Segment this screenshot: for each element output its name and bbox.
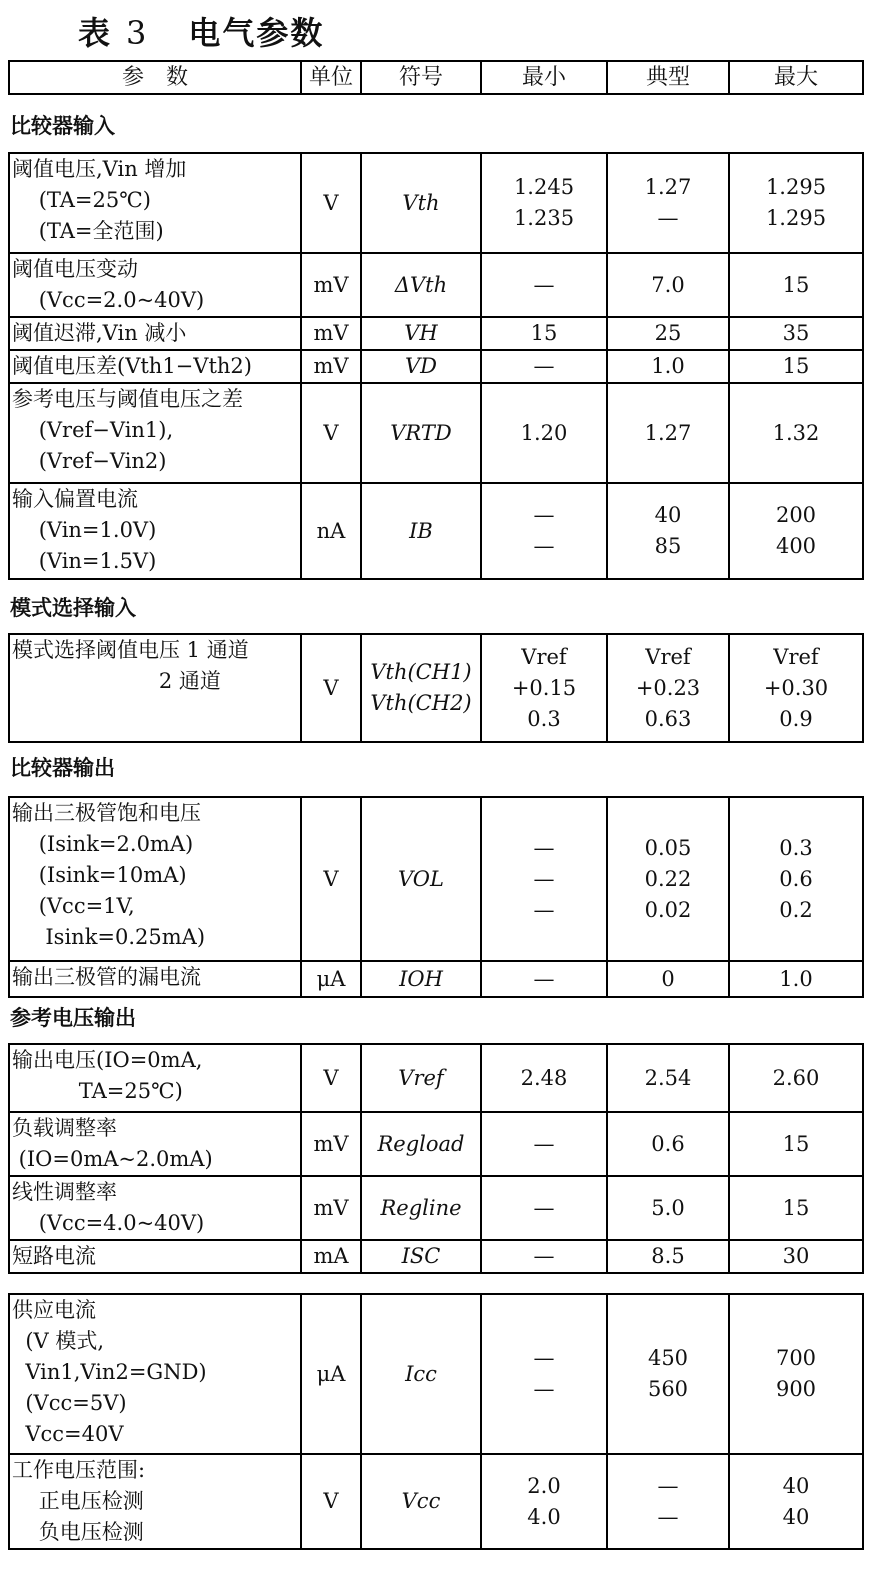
typ-value: 1.0 bbox=[651, 354, 685, 378]
table-row bbox=[9, 1294, 863, 1454]
table-row bbox=[9, 797, 863, 961]
symbol-line: IOH bbox=[399, 966, 443, 991]
header-row bbox=[9, 61, 863, 94]
symbol-line: Vth bbox=[402, 190, 440, 215]
param-cell bbox=[9, 1176, 301, 1240]
min-cell bbox=[481, 1294, 607, 1454]
unit-cell: V bbox=[301, 383, 361, 483]
section-label: 比较器输入 bbox=[10, 114, 115, 138]
param-line: 供应电流 bbox=[12, 1298, 96, 1322]
min-value: — bbox=[533, 835, 555, 860]
table-row bbox=[9, 383, 863, 483]
min-value: — bbox=[533, 1346, 555, 1370]
max-cell bbox=[729, 317, 863, 350]
typ-value: 0.6 bbox=[651, 1131, 685, 1156]
table-row bbox=[9, 1044, 863, 1112]
section-table bbox=[8, 796, 864, 998]
max-value: 700 bbox=[775, 1346, 817, 1370]
header-table bbox=[8, 60, 864, 95]
min-value: — bbox=[533, 1195, 555, 1220]
param-line: 工作电压范围: bbox=[12, 1458, 146, 1482]
param-line: (Vref−Vin2) bbox=[12, 449, 167, 473]
table-row bbox=[9, 253, 863, 317]
symbol-line: IB bbox=[409, 518, 433, 543]
symbol-line: VOL bbox=[398, 866, 444, 891]
typ-cell bbox=[607, 317, 729, 350]
min-cell bbox=[481, 317, 607, 350]
unit-cell: μA bbox=[301, 961, 361, 997]
max-value: 30 bbox=[782, 1244, 810, 1268]
param-cell bbox=[9, 634, 301, 742]
typ-value: 0 bbox=[661, 966, 675, 991]
typ-value: 0.63 bbox=[644, 706, 692, 731]
typ-value: 0.05 bbox=[644, 835, 692, 860]
max-value: 15 bbox=[782, 1195, 810, 1220]
max-cell bbox=[729, 1044, 863, 1112]
table-row bbox=[9, 1454, 863, 1549]
max-value: 0.2 bbox=[779, 897, 813, 922]
unit-cell: mV bbox=[301, 1176, 361, 1240]
unit-cell: V bbox=[301, 153, 361, 253]
unit-cell: V bbox=[301, 1044, 361, 1112]
typ-cell bbox=[607, 797, 729, 961]
min-value: 2.0 bbox=[527, 1473, 561, 1498]
typ-value: 0.02 bbox=[644, 897, 692, 922]
max-cell bbox=[729, 153, 863, 253]
max-value: 15 bbox=[782, 272, 810, 297]
min-cell bbox=[481, 1044, 607, 1112]
max-value: 400 bbox=[775, 534, 817, 558]
param-line: (TA=25℃) bbox=[12, 188, 151, 212]
typ-cell bbox=[607, 350, 729, 383]
symbol-cell bbox=[361, 153, 481, 253]
symbol-cell bbox=[361, 1176, 481, 1240]
param-line: 负电压检测 bbox=[12, 1520, 144, 1544]
min-cell bbox=[481, 1454, 607, 1549]
param-line: 线性调整率 bbox=[12, 1180, 117, 1204]
symbol-cell bbox=[361, 1044, 481, 1112]
param-line: 短路电流 bbox=[12, 1244, 96, 1268]
typ-cell bbox=[607, 253, 729, 317]
typ-value: — bbox=[657, 206, 679, 230]
max-cell bbox=[729, 383, 863, 483]
max-cell bbox=[729, 483, 863, 579]
max-cell bbox=[729, 1294, 863, 1454]
section-label: 参考电压输出 bbox=[10, 1006, 136, 1030]
min-value: 4.0 bbox=[527, 1504, 561, 1529]
max-value: 15 bbox=[782, 1131, 810, 1156]
max-value: 1.295 bbox=[765, 175, 827, 199]
min-value: — bbox=[533, 1244, 555, 1268]
symbol-line: Vth(CH1) bbox=[370, 660, 472, 684]
min-cell bbox=[481, 483, 607, 579]
typ-cell bbox=[607, 961, 729, 997]
typ-cell bbox=[607, 483, 729, 579]
symbol-cell bbox=[361, 634, 481, 742]
section-label: 模式选择输入 bbox=[10, 596, 136, 620]
table-number: 3 bbox=[126, 14, 149, 52]
param-line: 阈值迟滞,Vin 减小 bbox=[12, 321, 187, 345]
param-line: (IO=0mA~2.0mA) bbox=[12, 1147, 213, 1171]
param-line: 阈值电压变动 bbox=[12, 257, 138, 281]
unit-cell: V bbox=[301, 797, 361, 961]
typ-value: 1.27 bbox=[644, 420, 692, 445]
unit-cell: mV bbox=[301, 350, 361, 383]
symbol-cell bbox=[361, 383, 481, 483]
min-value: — bbox=[533, 866, 555, 891]
typ-cell bbox=[607, 1294, 729, 1454]
min-cell bbox=[481, 350, 607, 383]
param-line: 输入偏置电流 bbox=[12, 487, 138, 511]
max-cell bbox=[729, 1112, 863, 1176]
symbol-cell bbox=[361, 1240, 481, 1273]
symbol-cell bbox=[361, 253, 481, 317]
table-row bbox=[9, 634, 863, 742]
min-value: — bbox=[533, 966, 555, 991]
typ-value: 25 bbox=[654, 321, 682, 345]
param-line: Vcc=40V bbox=[12, 1422, 124, 1446]
typ-value: 40 bbox=[654, 503, 682, 527]
max-cell bbox=[729, 1454, 863, 1549]
param-line: 输出三极管饱和电压 bbox=[12, 801, 201, 825]
max-cell bbox=[729, 961, 863, 997]
param-line: (Vcc=1V, bbox=[12, 894, 135, 918]
section-table bbox=[8, 1043, 864, 1274]
param-line: (Isink=2.0mA) bbox=[12, 832, 194, 856]
symbol-line: ΔVth bbox=[394, 272, 448, 297]
param-cell bbox=[9, 1454, 301, 1549]
param-line: Isink=0.25mA) bbox=[12, 925, 206, 949]
max-cell bbox=[729, 1176, 863, 1240]
symbol-cell bbox=[361, 1294, 481, 1454]
symbol-cell bbox=[361, 797, 481, 961]
symbol-cell bbox=[361, 483, 481, 579]
param-line: (Vin=1.5V) bbox=[12, 549, 157, 573]
unit-cell: V bbox=[301, 1454, 361, 1549]
param-line: (Vcc=4.0~40V) bbox=[12, 1211, 205, 1235]
symbol-line: Vref bbox=[398, 1065, 444, 1090]
max-value: 200 bbox=[775, 503, 817, 527]
param-line: (V 模式, bbox=[12, 1329, 105, 1353]
unit-cell: mV bbox=[301, 253, 361, 317]
min-value: 1.20 bbox=[520, 420, 568, 445]
symbol-line: ISC bbox=[401, 1244, 441, 1268]
table-row bbox=[9, 483, 863, 579]
min-value: — bbox=[533, 503, 555, 527]
max-value: 35 bbox=[782, 321, 810, 345]
typ-cell bbox=[607, 1454, 729, 1549]
param-line: Vin1,Vin2=GND) bbox=[12, 1360, 207, 1384]
symbol-cell bbox=[361, 1112, 481, 1176]
min-value: — bbox=[533, 1377, 555, 1401]
param-line: (Vcc=5V) bbox=[12, 1391, 127, 1415]
typ-cell bbox=[607, 1240, 729, 1273]
param-line: 阈值电压差(Vth1−Vth2) bbox=[12, 354, 252, 378]
param-line: 输出电压(IO=0mA, bbox=[12, 1048, 203, 1072]
typ-value: — bbox=[657, 1504, 679, 1529]
max-value: 900 bbox=[775, 1377, 817, 1401]
param-line: TA=25℃) bbox=[12, 1079, 183, 1103]
min-cell bbox=[481, 383, 607, 483]
param-cell bbox=[9, 797, 301, 961]
max-value: 0.6 bbox=[779, 866, 813, 891]
min-value: 0.3 bbox=[527, 706, 561, 731]
param-cell bbox=[9, 317, 301, 350]
max-value: Vref bbox=[773, 644, 819, 669]
column-header: 单位 bbox=[301, 61, 361, 94]
symbol-line: Icc bbox=[405, 1361, 437, 1386]
symbol-cell bbox=[361, 317, 481, 350]
column-header: 参 数 bbox=[9, 61, 301, 94]
max-value: 40 bbox=[782, 1504, 810, 1529]
param-line: 模式选择阈值电压 1 通道 bbox=[12, 638, 249, 662]
table-row bbox=[9, 153, 863, 253]
max-value: 0.3 bbox=[779, 835, 813, 860]
table-title-text: 电气参数 bbox=[188, 14, 325, 52]
symbol-cell bbox=[361, 1454, 481, 1549]
max-value: +0.30 bbox=[763, 675, 829, 700]
max-cell bbox=[729, 1240, 863, 1273]
unit-cell: mV bbox=[301, 317, 361, 350]
unit-cell: μA bbox=[301, 1294, 361, 1454]
min-value: +0.15 bbox=[511, 675, 577, 700]
param-line: 参考电压与阈值电压之差 bbox=[12, 387, 243, 411]
param-cell bbox=[9, 1044, 301, 1112]
symbol-line: Vcc bbox=[401, 1489, 441, 1513]
min-value: — bbox=[533, 1131, 555, 1156]
param-cell bbox=[9, 153, 301, 253]
unit-cell: mA bbox=[301, 1240, 361, 1273]
typ-value: 0.22 bbox=[644, 866, 692, 891]
param-cell bbox=[9, 253, 301, 317]
typ-value: 8.5 bbox=[651, 1244, 685, 1268]
min-cell bbox=[481, 153, 607, 253]
param-line: (Isink=10mA) bbox=[12, 863, 187, 887]
min-value: — bbox=[533, 354, 555, 378]
unit-cell: nA bbox=[301, 483, 361, 579]
unit-cell: V bbox=[301, 634, 361, 742]
typ-value: 7.0 bbox=[651, 272, 685, 297]
section-table bbox=[8, 633, 864, 743]
typ-value: 5.0 bbox=[651, 1195, 685, 1220]
min-cell bbox=[481, 1240, 607, 1273]
typ-value: 450 bbox=[647, 1346, 689, 1370]
symbol-cell bbox=[361, 350, 481, 383]
typ-value: Vref bbox=[645, 644, 691, 669]
max-value: 1.0 bbox=[779, 966, 813, 991]
param-cell bbox=[9, 350, 301, 383]
typ-value: 85 bbox=[654, 534, 682, 558]
param-line: 阈值电压,Vin 增加 bbox=[12, 157, 187, 181]
param-line: 正电压检测 bbox=[12, 1489, 144, 1513]
max-cell bbox=[729, 253, 863, 317]
min-cell bbox=[481, 797, 607, 961]
max-cell bbox=[729, 634, 863, 742]
min-cell bbox=[481, 634, 607, 742]
column-header: 典型 bbox=[607, 61, 729, 94]
typ-cell bbox=[607, 1044, 729, 1112]
section-table bbox=[8, 1293, 864, 1550]
typ-value: +0.23 bbox=[635, 675, 701, 700]
column-header: 最大 bbox=[729, 61, 863, 94]
min-value: 1.245 bbox=[513, 175, 575, 199]
symbol-line: VH bbox=[404, 321, 438, 345]
unit-cell: mV bbox=[301, 1112, 361, 1176]
max-cell bbox=[729, 350, 863, 383]
min-value: — bbox=[533, 897, 555, 922]
typ-cell bbox=[607, 1112, 729, 1176]
typ-cell bbox=[607, 634, 729, 742]
min-value: Vref bbox=[521, 644, 567, 669]
param-cell bbox=[9, 483, 301, 579]
typ-value: 2.54 bbox=[644, 1065, 692, 1090]
param-line: (Vref−Vin1), bbox=[12, 418, 174, 442]
min-value: 2.48 bbox=[520, 1065, 568, 1090]
symbol-line: VD bbox=[404, 354, 437, 378]
param-cell bbox=[9, 383, 301, 483]
param-line: 2 通道 bbox=[12, 669, 221, 693]
param-line: 负载调整率 bbox=[12, 1116, 117, 1140]
column-header: 符号 bbox=[361, 61, 481, 94]
section-label: 比较器输出 bbox=[10, 756, 115, 780]
table-row bbox=[9, 1112, 863, 1176]
table-row bbox=[9, 350, 863, 383]
min-value: 1.235 bbox=[513, 206, 575, 230]
table-row bbox=[9, 317, 863, 350]
typ-value: 560 bbox=[647, 1377, 689, 1401]
min-value: 15 bbox=[530, 321, 558, 345]
min-cell bbox=[481, 1112, 607, 1176]
min-cell bbox=[481, 961, 607, 997]
typ-cell bbox=[607, 383, 729, 483]
min-value: — bbox=[533, 272, 555, 297]
typ-cell bbox=[607, 1176, 729, 1240]
param-line: 输出三极管的漏电流 bbox=[12, 965, 201, 989]
typ-value: — bbox=[657, 1473, 679, 1498]
min-cell bbox=[481, 253, 607, 317]
max-value: 15 bbox=[782, 354, 810, 378]
max-value: 1.295 bbox=[765, 206, 827, 230]
max-value: 1.32 bbox=[772, 420, 820, 445]
param-cell bbox=[9, 1294, 301, 1454]
param-cell bbox=[9, 961, 301, 997]
typ-cell bbox=[607, 153, 729, 253]
symbol-line: Vth(CH2) bbox=[370, 691, 472, 715]
table-title bbox=[78, 8, 324, 54]
param-cell bbox=[9, 1240, 301, 1273]
min-cell bbox=[481, 1176, 607, 1240]
max-value: 2.60 bbox=[772, 1065, 820, 1090]
symbol-line: Regload bbox=[377, 1131, 465, 1156]
symbol-line: VRTD bbox=[390, 420, 452, 445]
symbol-line: Regline bbox=[380, 1195, 462, 1220]
max-value: 0.9 bbox=[779, 706, 813, 731]
param-cell bbox=[9, 1112, 301, 1176]
typ-value: 1.27 bbox=[644, 175, 692, 199]
max-cell bbox=[729, 797, 863, 961]
table-title-label: 表 bbox=[78, 14, 113, 52]
column-header: 最小 bbox=[481, 61, 607, 94]
param-line: (TA=全范围) bbox=[12, 219, 164, 243]
symbol-cell bbox=[361, 961, 481, 997]
min-value: — bbox=[533, 534, 555, 558]
table-row bbox=[9, 961, 863, 997]
param-line: (Vcc=2.0~40V) bbox=[12, 288, 205, 312]
table-row bbox=[9, 1240, 863, 1273]
table-row bbox=[9, 1176, 863, 1240]
param-line: (Vin=1.0V) bbox=[12, 518, 157, 542]
section-table bbox=[8, 152, 864, 580]
max-value: 40 bbox=[782, 1473, 810, 1498]
